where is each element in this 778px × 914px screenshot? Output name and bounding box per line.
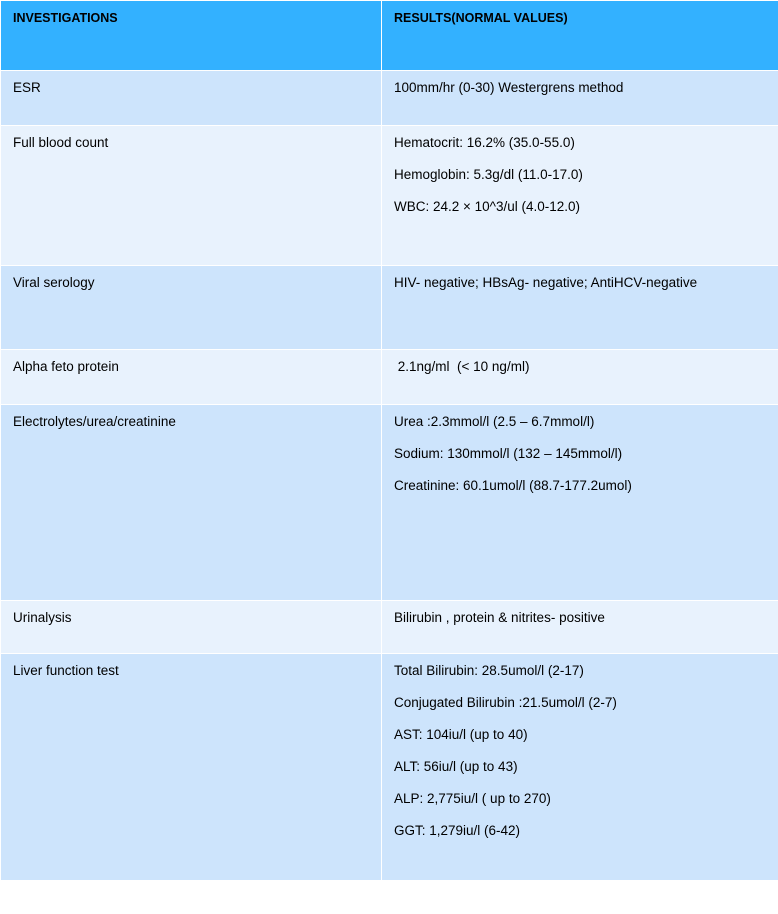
results-cell: [382, 266, 778, 350]
results-cell: [382, 601, 778, 654]
table-row-esr: [1, 71, 778, 126]
result-line: Total Bilirubin: 28.5umol/l (2-17): [394, 663, 584, 678]
investigation-label: Urinalysis: [13, 610, 72, 625]
results-cell: [382, 126, 778, 266]
result-line: Urea :2.3mmol/l (2.5 – 6.7mmol/l): [394, 414, 595, 429]
results-cell: [382, 654, 778, 881]
table-row-alpha-feto-protein: [1, 350, 778, 405]
investigation-label: Liver function test: [13, 663, 119, 678]
investigation-label: Viral serology: [13, 275, 95, 290]
result-line: HIV- negative; HBsAg- negative; AntiHCV-negative: [394, 275, 698, 290]
investigation-cell: [1, 350, 382, 405]
result-line: 100mm/hr (0-30) Westergrens method: [394, 80, 624, 95]
result-line: WBC: 24.2 × 10^3/ul (4.0-12.0): [394, 199, 581, 214]
result-line: ALT: 56iu/l (up to 43): [394, 759, 518, 774]
investigation-cell: [1, 405, 382, 601]
investigation-label: ESR: [13, 80, 41, 95]
header-investigations: INVESTIGATIONS: [1, 1, 382, 71]
result-line: Hematocrit: 16.2% (35.0-55.0): [394, 135, 575, 150]
investigation-cell: [1, 654, 382, 881]
investigation-label: Electrolytes/urea/creatinine: [13, 414, 176, 429]
result-line: Conjugated Bilirubin :21.5umol/l (2-7): [394, 695, 617, 710]
table-row-urinalysis: [1, 601, 778, 654]
header-results: RESULTS(NORMAL VALUES): [382, 1, 778, 71]
investigation-label: Full blood count: [13, 135, 109, 150]
result-line: ALP: 2,775iu/l ( up to 270): [394, 791, 551, 806]
table-row-viral-serology: [1, 266, 778, 350]
header-row: [1, 1, 778, 71]
result-line: AST: 104iu/l (up to 40): [394, 727, 528, 742]
result-line: Sodium: 130mmol/l (132 – 145mmol/l): [394, 446, 623, 461]
result-line: Bilirubin , protein & nitrites- positive: [394, 610, 605, 625]
table-row-electrolytes: [1, 405, 778, 601]
table-row-liver-function-test: [1, 654, 778, 881]
investigation-cell: [1, 601, 382, 654]
result-line: 2.1ng/ml (< 10 ng/ml): [394, 359, 530, 374]
table-row-full-blood-count: [1, 126, 778, 266]
investigation-label: Alpha feto protein: [13, 359, 119, 374]
result-line: Hemoglobin: 5.3g/dl (11.0-17.0): [394, 167, 583, 182]
results-cell: [382, 405, 778, 601]
result-line: GGT: 1,279iu/l (6-42): [394, 823, 521, 838]
results-cell: [382, 71, 778, 126]
results-cell: [382, 350, 778, 405]
investigation-cell: [1, 126, 382, 266]
investigation-cell: [1, 71, 382, 126]
investigation-cell: [1, 266, 382, 350]
result-line: Creatinine: 60.1umol/l (88.7-177.2umol): [394, 478, 632, 493]
